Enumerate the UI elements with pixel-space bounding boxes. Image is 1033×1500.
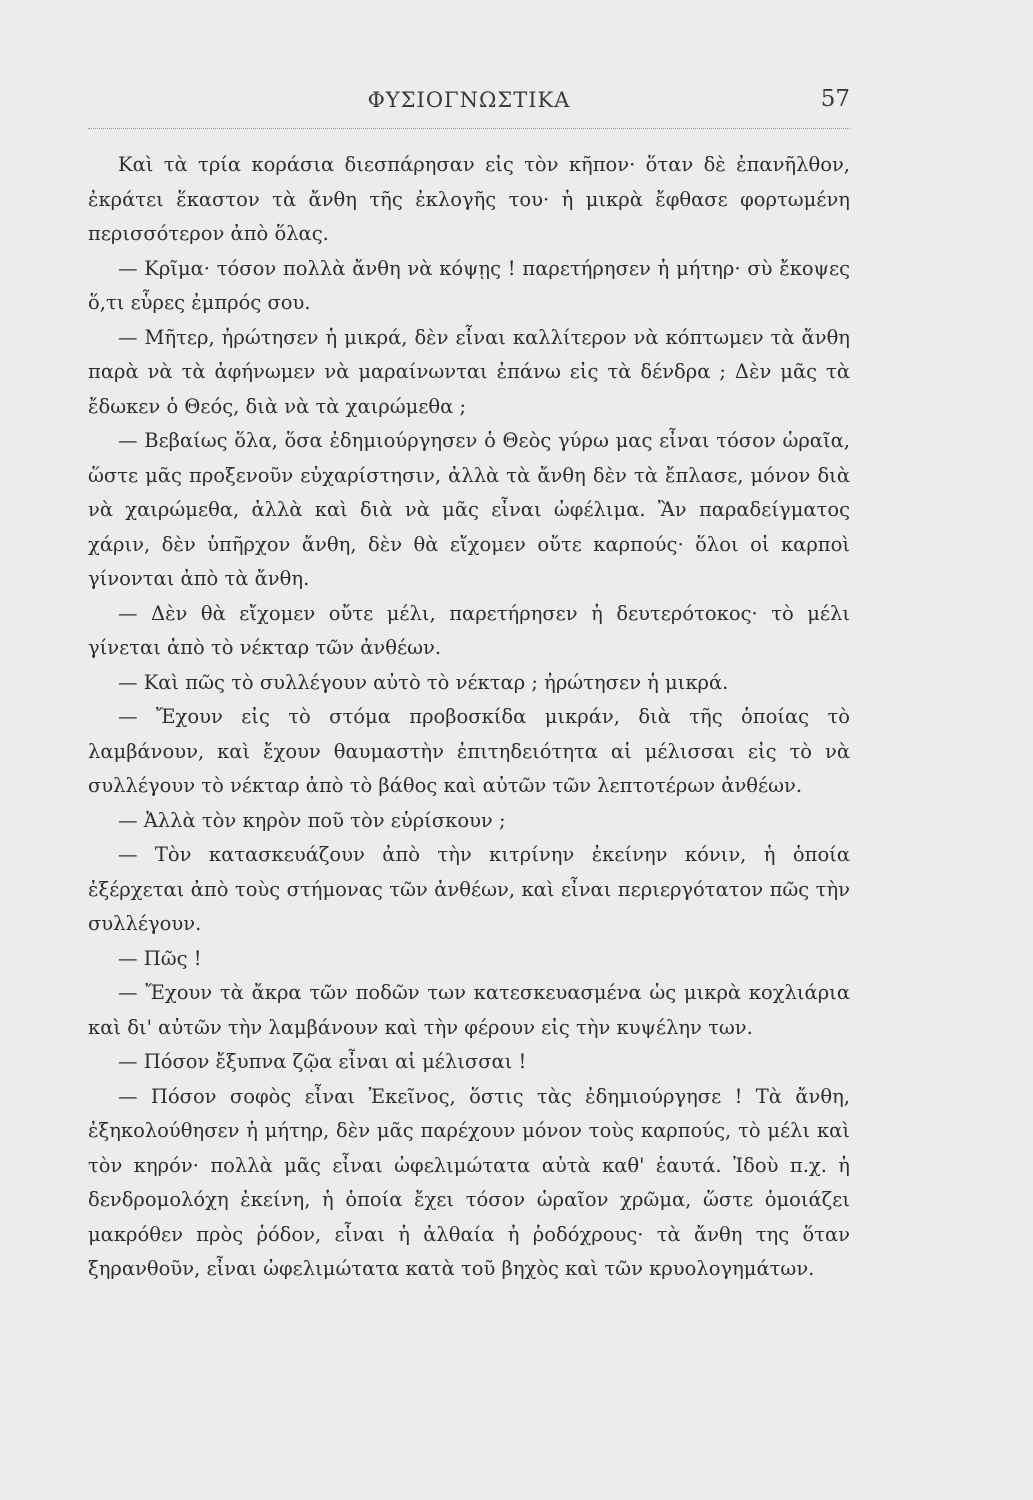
paragraph: — Δὲν θὰ εἴχομεν οὔτε μέλι, παρετήρησεν ἡ δευτερότοκος· τὸ μέλι γίνεται ἀπὸ τὸ νέκταρ τῶν ἀνθέων. (88, 601, 850, 659)
header-rule (88, 128, 850, 129)
paragraph: — Πόσον σοφὸς εἶναι Ἐκεῖνος, ὅστις τὰς ἐδημιούργησε ! Τὰ ἄνθη, ἐξηκολούθησεν ἡ μήτηρ, δὲν μᾶς παρέχουν μόνον τοὺς καρπούς, τὸ μέλι καὶ τὸν κηρόν· πολλὰ μᾶς εἶναι ὠφελιμώτατα αὐτὰ καθ' ἑαυτά. Ἰδοὺ π.χ. ἡ δενδρομολόχη ἐκείνη, ἡ ὁποία ἔχει τόσον ὡραῖον χρῶμα, ὥστε ὁμοιάζει μακρόθεν πρὸς ῥόδον, εἶναι ἡ ἀλθαία ἡ ῥοδόχρους· τὰ ἄνθη της ὅταν ξηρανθοῦν, εἶναι ὠφελιμώτατα κατὰ τοῦ βηχὸς καὶ τῶν κρυολογημάτων. (88, 1084, 850, 1280)
page-header (88, 86, 850, 116)
paragraph: — Πῶς ! (118, 946, 202, 970)
paragraph: — Μῆτερ, ἠρώτησεν ἡ μικρά, δὲν εἶναι καλλίτερον νὰ κόπτωμεν τὰ ἄνθη παρὰ νὰ τὰ ἀφήνωμεν νὰ μαραίνωνται ἐπάνω εἰς τὰ δένδρα ; Δὲν μᾶς τὰ ἔδωκεν ὁ Θεός, διὰ νὰ τὰ χαιρώμεθα ; (88, 325, 850, 418)
running-title: ΦΥΣΙΟΓΝΩΣΤΙΚΑ (367, 88, 571, 112)
paragraph: — Ἀλλὰ τὸν κηρὸν ποῦ τὸν εὑρίσκουν ; (118, 808, 506, 832)
paragraph: Καὶ τὰ τρία κοράσια διεσπάρησαν εἰς τὸν κῆπον· ὅταν δὲ ἐπανῆλθον, ἐκράτει ἕκαστον τὰ ἄνθη τῆς ἐκλογῆς του· ἡ μικρὰ ἔφθασε φορτωμένη περισσότερον ἀπὸ ὅλας. (88, 153, 850, 245)
paragraph: — Κρῖμα· τόσον πολλὰ ἄνθη νὰ κόψῃς ! παρετήρησεν ἡ μήτηρ· σὺ ἔκοψες ὅ,τι εὗρες ἐμπρός σου. (88, 256, 850, 314)
paragraph: — Ἔχουν εἰς τὸ στόμα προβοσκίδα μικράν, διὰ τῆς ὁποίας τὸ λαμβάνουν, καὶ ἔχουν θαυμαστὴν ἐπιτηδειότητα αἱ μέλισσαι εἰς τὸ νὰ συλλέγουν τὸ νέκταρ ἀπὸ τὸ βάθος καὶ αὐτῶν τῶν λεπτοτέρων ἀνθέων. (88, 705, 850, 797)
page-number: 57 (820, 86, 850, 112)
paragraph: — Βεβαίως ὅλα, ὅσα ἐδημιούργησεν ὁ Θεὸς γύρω μας εἶναι τόσον ὡραῖα, ὥστε μᾶς προξενοῦν εὐχαρίστησιν, ἀλλὰ τὰ ἄνθη δὲν τὰ ἔπλασε, μόνον διὰ νὰ χαιρώμεθα, ἀλλὰ καὶ διὰ νὰ μᾶς εἶναι ὠφέλιμα. Ἂν παραδείγματος χάριν, δὲν ὑπῆρχον ἄνθη, δὲν θὰ εἴχομεν οὔτε καρπούς· ὅλοι οἱ καρποὶ γίνονται ἀπὸ τὰ ἄνθη. (88, 429, 850, 590)
paragraph: — Πόσον ἔξυπνα ζῷα εἶναι αἱ μέλισσαι ! (118, 1050, 527, 1073)
paragraph: — Ἔχουν τὰ ἄκρα τῶν ποδῶν των κατεσκευασμένα ὡς μικρὰ κοχλιάρια καὶ δι' αὐτῶν τὴν λαμβάνουν καὶ τὴν φέρουν εἰς τὴν κυψέλην των. (88, 981, 850, 1039)
paragraph: — Τὸν κατασκευάζουν ἀπὸ τὴν κιτρίνην ἐκείνην κόνιν, ἡ ὁποία ἐξέρχεται ἀπὸ τοὺς στήμονας τῶν ἀνθέων, καὶ εἶναι περιεργότατον πῶς τὴν συλλέγουν. (88, 843, 850, 935)
body-text (88, 148, 850, 1287)
paragraph: — Καὶ πῶς τὸ συλλέγουν αὐτὸ τὸ νέκταρ ; ἠρώτησεν ἡ μικρά. (118, 670, 729, 694)
